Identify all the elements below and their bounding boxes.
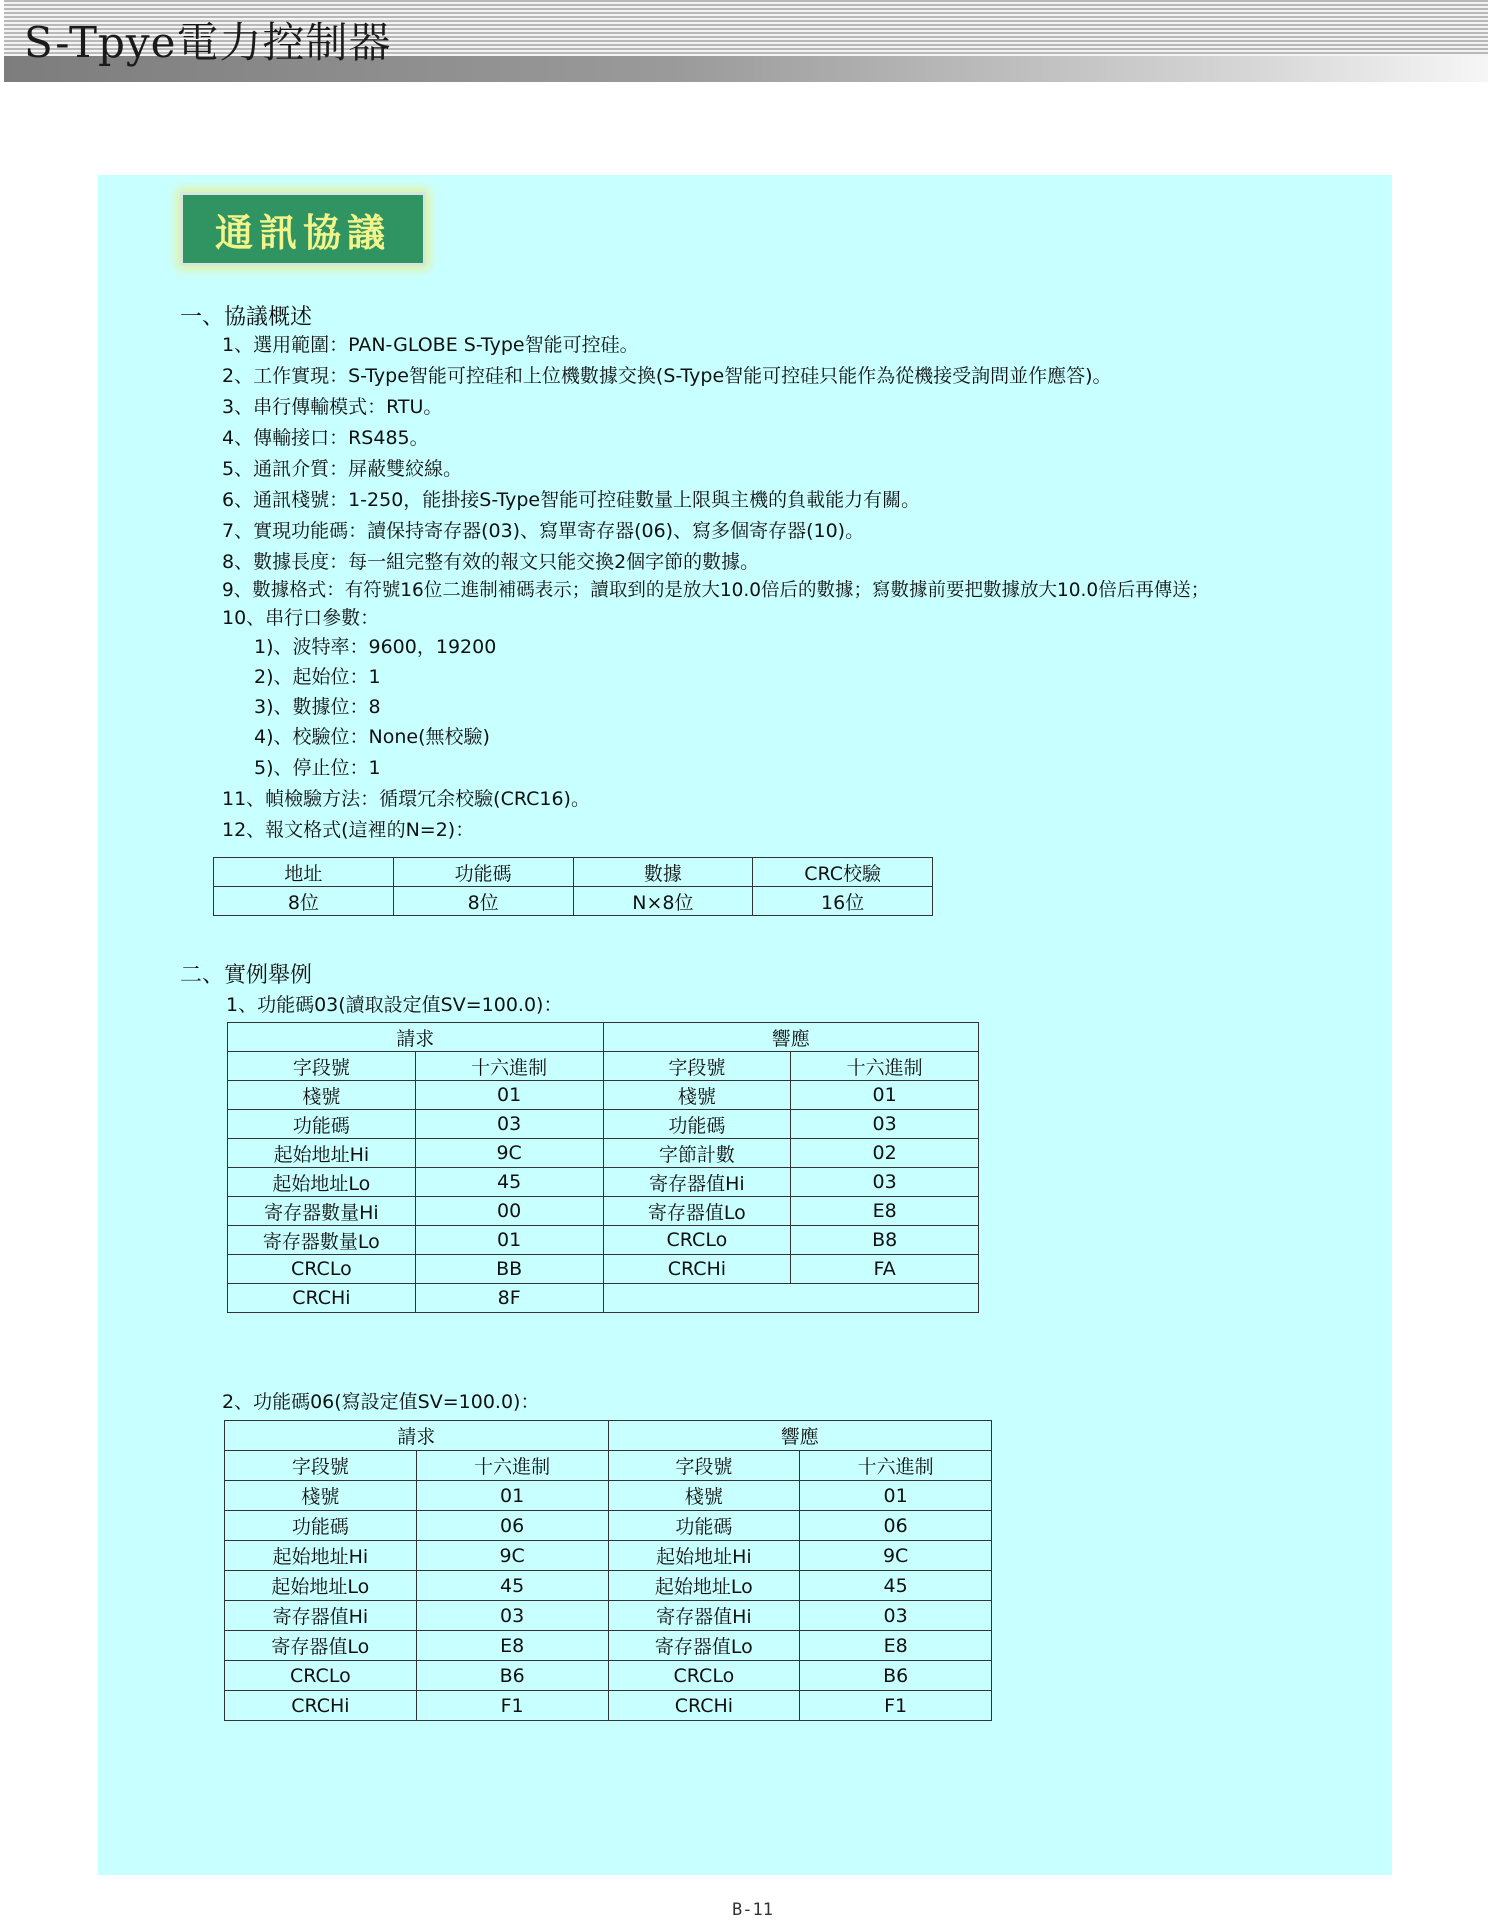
cell: 起始地址Lo: [228, 1168, 416, 1197]
frame-value-cell: N×8位: [573, 887, 753, 916]
cell: F1: [800, 1691, 992, 1721]
table-row: [228, 1255, 979, 1284]
cell: CRCLo: [228, 1255, 416, 1284]
cell: CRCHi: [225, 1691, 417, 1721]
cell: 功能碼: [225, 1511, 417, 1541]
cell: 01: [415, 1226, 603, 1255]
frame-value-cell: 8位: [214, 887, 394, 916]
examples-heading: 二、實例舉例: [180, 963, 313, 988]
serial-param: 5)、停止位：1: [254, 757, 381, 779]
table-row: [228, 1197, 979, 1226]
cell: 03: [416, 1601, 608, 1631]
cell: B6: [416, 1661, 608, 1691]
cell: 棧號: [603, 1081, 791, 1110]
column-header: 十六進制: [416, 1451, 608, 1481]
cell: 起始地址Lo: [225, 1571, 417, 1601]
table-row: [225, 1451, 992, 1481]
cell: E8: [416, 1631, 608, 1661]
cell: 00: [415, 1197, 603, 1226]
cell: 03: [800, 1601, 992, 1631]
page-header: [4, 0, 1488, 82]
cell: CRCHi: [603, 1255, 791, 1284]
cell: E8: [800, 1631, 992, 1661]
table-row: [225, 1661, 992, 1691]
cell: 寄存器值Lo: [225, 1631, 417, 1661]
cell: 9C: [800, 1541, 992, 1571]
cell: 字節計數: [603, 1139, 791, 1168]
cell: 45: [416, 1571, 608, 1601]
cell: 寄存器值Lo: [603, 1197, 791, 1226]
cell: 03: [791, 1110, 979, 1139]
table-row: [228, 1139, 979, 1168]
frame-header-cell: 數據: [573, 858, 753, 887]
cell: B8: [791, 1226, 979, 1255]
cell: 功能碼: [228, 1110, 416, 1139]
cell: 寄存器值Hi: [225, 1601, 417, 1631]
serial-param: 3)、數據位：8: [254, 696, 381, 718]
table-row: [225, 1631, 992, 1661]
cell: BB: [415, 1255, 603, 1284]
cell: 9C: [416, 1541, 608, 1571]
frame-value-cell: 16位: [753, 887, 933, 916]
fc03-table: [227, 1022, 979, 1313]
cell: F1: [416, 1691, 608, 1721]
cell: 寄存器數量Lo: [228, 1226, 416, 1255]
table-row: [228, 1110, 979, 1139]
column-header: 十六進制: [791, 1052, 979, 1081]
protocol-item: 6、通訊棧號：1-250，能掛接S-Type智能可控硅數量上限與主機的負載能力有關。: [222, 489, 921, 511]
table-row: [225, 1481, 992, 1511]
protocol-item: 8、數據長度：每一組完整有效的報文只能交換2個字節的數據。: [222, 551, 760, 573]
cell: 45: [800, 1571, 992, 1601]
protocol-item: 3、串行傳輸模式：RTU。: [222, 396, 443, 418]
fc06-title: 2、功能碼06(寫設定值SV=100.0)：: [222, 1391, 540, 1413]
cell: CRCLo: [225, 1661, 417, 1691]
cell: 01: [416, 1481, 608, 1511]
cell: 棧號: [608, 1481, 800, 1511]
cell: 寄存器值Hi: [608, 1601, 800, 1631]
fc03-title: 1、功能碼03(讀取設定值SV=100.0)：: [226, 994, 563, 1016]
cell: 棧號: [228, 1081, 416, 1110]
cell: 02: [791, 1139, 979, 1168]
protocol-item: 10、串行口參數：: [222, 607, 380, 629]
cell: 功能碼: [603, 1110, 791, 1139]
cell: 寄存器值Hi: [603, 1168, 791, 1197]
response-label: 響應: [603, 1023, 979, 1052]
column-header: 字段號: [228, 1052, 416, 1081]
cell: 06: [416, 1511, 608, 1541]
column-header: 十六進制: [415, 1052, 603, 1081]
protocol-item: 5、通訊介質：屏蔽雙絞線。: [222, 458, 463, 480]
table-row: [228, 1052, 979, 1081]
section-badge: 通訊協議: [180, 192, 426, 266]
table-row: [228, 1168, 979, 1197]
cell: 寄存器值Lo: [608, 1631, 800, 1661]
cell: 功能碼: [608, 1511, 800, 1541]
cell: 01: [800, 1481, 992, 1511]
table-row: [214, 887, 933, 916]
table-row: [228, 1081, 979, 1110]
serial-param: 2)、起始位：1: [254, 666, 381, 688]
cell: CRCLo: [603, 1226, 791, 1255]
cell: 起始地址Lo: [608, 1571, 800, 1601]
column-header: 字段號: [608, 1451, 800, 1481]
cell: 45: [415, 1168, 603, 1197]
cell: CRCHi: [608, 1691, 800, 1721]
table-row: [225, 1691, 992, 1721]
cell: 棧號: [225, 1481, 417, 1511]
cell: 01: [791, 1081, 979, 1110]
protocol-item: 9、數據格式：有符號16位二進制補碼表示；讀取到的是放大10.0倍后的數據；寫數據前要把數據放大10.0倍后再傳送；: [222, 580, 1210, 601]
serial-param: 1)、波特率：9600，19200: [254, 636, 497, 658]
frame-value-cell: 8位: [393, 887, 573, 916]
table-row: [225, 1601, 992, 1631]
column-header: 十六進制: [800, 1451, 992, 1481]
cell: 06: [800, 1511, 992, 1541]
frame-format-table: [213, 857, 933, 916]
protocol-heading: 一、協議概述: [180, 305, 313, 330]
protocol-item: 1、選用範圍：PAN-GLOBE S-Type智能可控硅。: [222, 334, 639, 356]
cell: 起始地址Hi: [225, 1541, 417, 1571]
empty-cell: [603, 1284, 979, 1313]
protocol-item: 12、報文格式(這裡的N=2)：: [222, 819, 475, 841]
fc06-table: [224, 1420, 992, 1721]
protocol-item: 7、實現功能碼：讀保持寄存器(03)、寫單寄存器(06)、寫多個寄存器(10)。: [222, 520, 865, 542]
document-title: S-Tpye電力控制器: [24, 10, 392, 70]
serial-param: 4)、校驗位：None(無校驗): [254, 726, 490, 748]
response-label: 響應: [608, 1421, 992, 1451]
cell: 03: [791, 1168, 979, 1197]
cell: 寄存器數量Hi: [228, 1197, 416, 1226]
cell: E8: [791, 1197, 979, 1226]
column-header: 字段號: [603, 1052, 791, 1081]
table-row: [214, 858, 933, 887]
table-row: [228, 1284, 979, 1313]
table-row: [225, 1421, 992, 1451]
cell: CRCLo: [608, 1661, 800, 1691]
frame-header-cell: CRC校驗: [753, 858, 933, 887]
table-row: [228, 1023, 979, 1052]
cell: FA: [791, 1255, 979, 1284]
request-label: 請求: [225, 1421, 609, 1451]
cell: 03: [415, 1110, 603, 1139]
cell: B6: [800, 1661, 992, 1691]
request-label: 請求: [228, 1023, 604, 1052]
cell: 8F: [415, 1284, 603, 1313]
table-row: [228, 1226, 979, 1255]
cell: 01: [415, 1081, 603, 1110]
table-row: [225, 1511, 992, 1541]
column-header: 字段號: [225, 1451, 417, 1481]
table-row: [225, 1571, 992, 1601]
frame-header-cell: 功能碼: [393, 858, 573, 887]
protocol-item: 4、傳輸接口：RS485。: [222, 427, 429, 449]
cell: 9C: [415, 1139, 603, 1168]
cell: 起始地址Hi: [228, 1139, 416, 1168]
protocol-item: 2、工作實現：S-Type智能可控硅和上位機數據交換(S-Type智能可控硅只能作為從機接受詢問並作應答)。: [222, 365, 1112, 387]
page-number: B-11: [732, 1900, 773, 1920]
protocol-item: 11、幀檢驗方法：循環冗余校驗(CRC16)。: [222, 788, 590, 810]
cell: 起始地址Hi: [608, 1541, 800, 1571]
cell: CRCHi: [228, 1284, 416, 1313]
table-row: [225, 1541, 992, 1571]
frame-header-cell: 地址: [214, 858, 394, 887]
